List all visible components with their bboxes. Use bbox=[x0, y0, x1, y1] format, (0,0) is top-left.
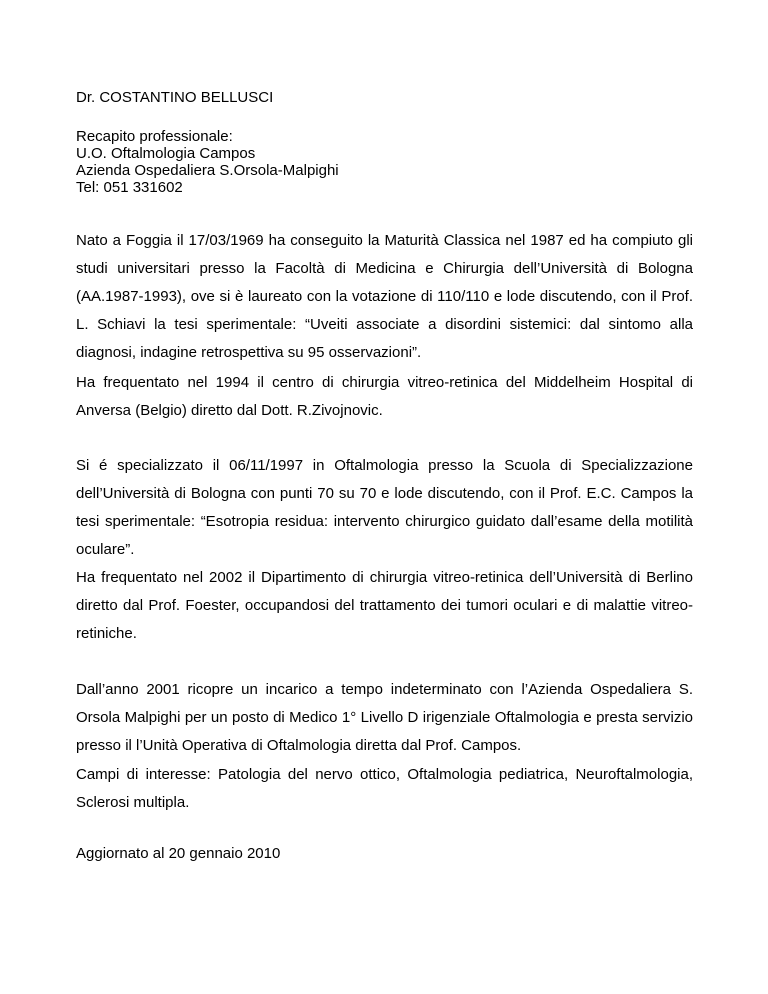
paragraph-education: Nato a Foggia il 17/03/1969 ha conseguito la Maturità Classica nel 1987 ed ha compiuto gli studi universitari presso la Facoltà di Medicina e Chirurgia dell’Università di Bologna (AA.1987-1993), ove si è laureato con la votazione di 110/110 e lode discutendo, con il Prof. L. Schiavi la tesi sperimentale: “Uveiti associate a disordini sistemici: dal sintomo alla diagnosi, indagine retrospettiva su 95 osservazioni”. bbox=[76, 232, 693, 361]
paragraph-antwerp-training: Ha frequentato nel 1994 il centro di chirurgia vitreo-retinica del Middelheim Hospital di Anversa (Belgio) diretto dal Dott. R.Zivojnovic. bbox=[76, 374, 693, 419]
contact-unit: U.O. Oftalmologia Campos bbox=[76, 145, 256, 162]
paragraph-specialization: Si é specializzato il 06/11/1997 in Oftalmologia presso la Scuola di Specializzazione dell’Università di Bologna con punti 70 su 70 e lode discutendo, con il Prof. E.C. Campos la tesi sperimentale: “Esotropia residua: intervento chirurgico guidato dall’esame della motilità oculare”. bbox=[76, 457, 693, 558]
last-updated-note: Aggiornato al 20 gennaio 2010 bbox=[76, 845, 281, 862]
doctor-name-heading: Dr. COSTANTINO BELLUSCI bbox=[76, 89, 274, 106]
paragraph-current-position: Dall’anno 2001 ricopre un incarico a tempo indeterminato con l’Azienda Ospedaliera S. Orsola Malpighi per un posto di Medico 1° Livello D irigenziale Oftalmologia e presta servizio presso il l’Unità Operativa di Oftalmologia diretta dal Prof. Campos. bbox=[76, 681, 693, 754]
paragraph-interests: Campi di interesse: Patologia del nervo ottico, Oftalmologia pediatrica, Neuroftalmologia, Sclerosi multipla. bbox=[76, 766, 693, 811]
paragraph-berlin-training: Ha frequentato nel 2002 il Dipartimento di chirurgia vitreo-retinica dell’Università di Berlino diretto dal Prof. Foester, occupandosi del trattamento dei tumori oculari e di malattie vitreo-retiniche. bbox=[76, 569, 693, 642]
contact-block bbox=[76, 128, 596, 196]
contact-label: Recapito professionale: bbox=[76, 128, 233, 145]
contact-hospital: Azienda Ospedaliera S.Orsola-Malpighi bbox=[76, 162, 339, 179]
contact-phone: Tel: 051 331602 bbox=[76, 179, 183, 196]
